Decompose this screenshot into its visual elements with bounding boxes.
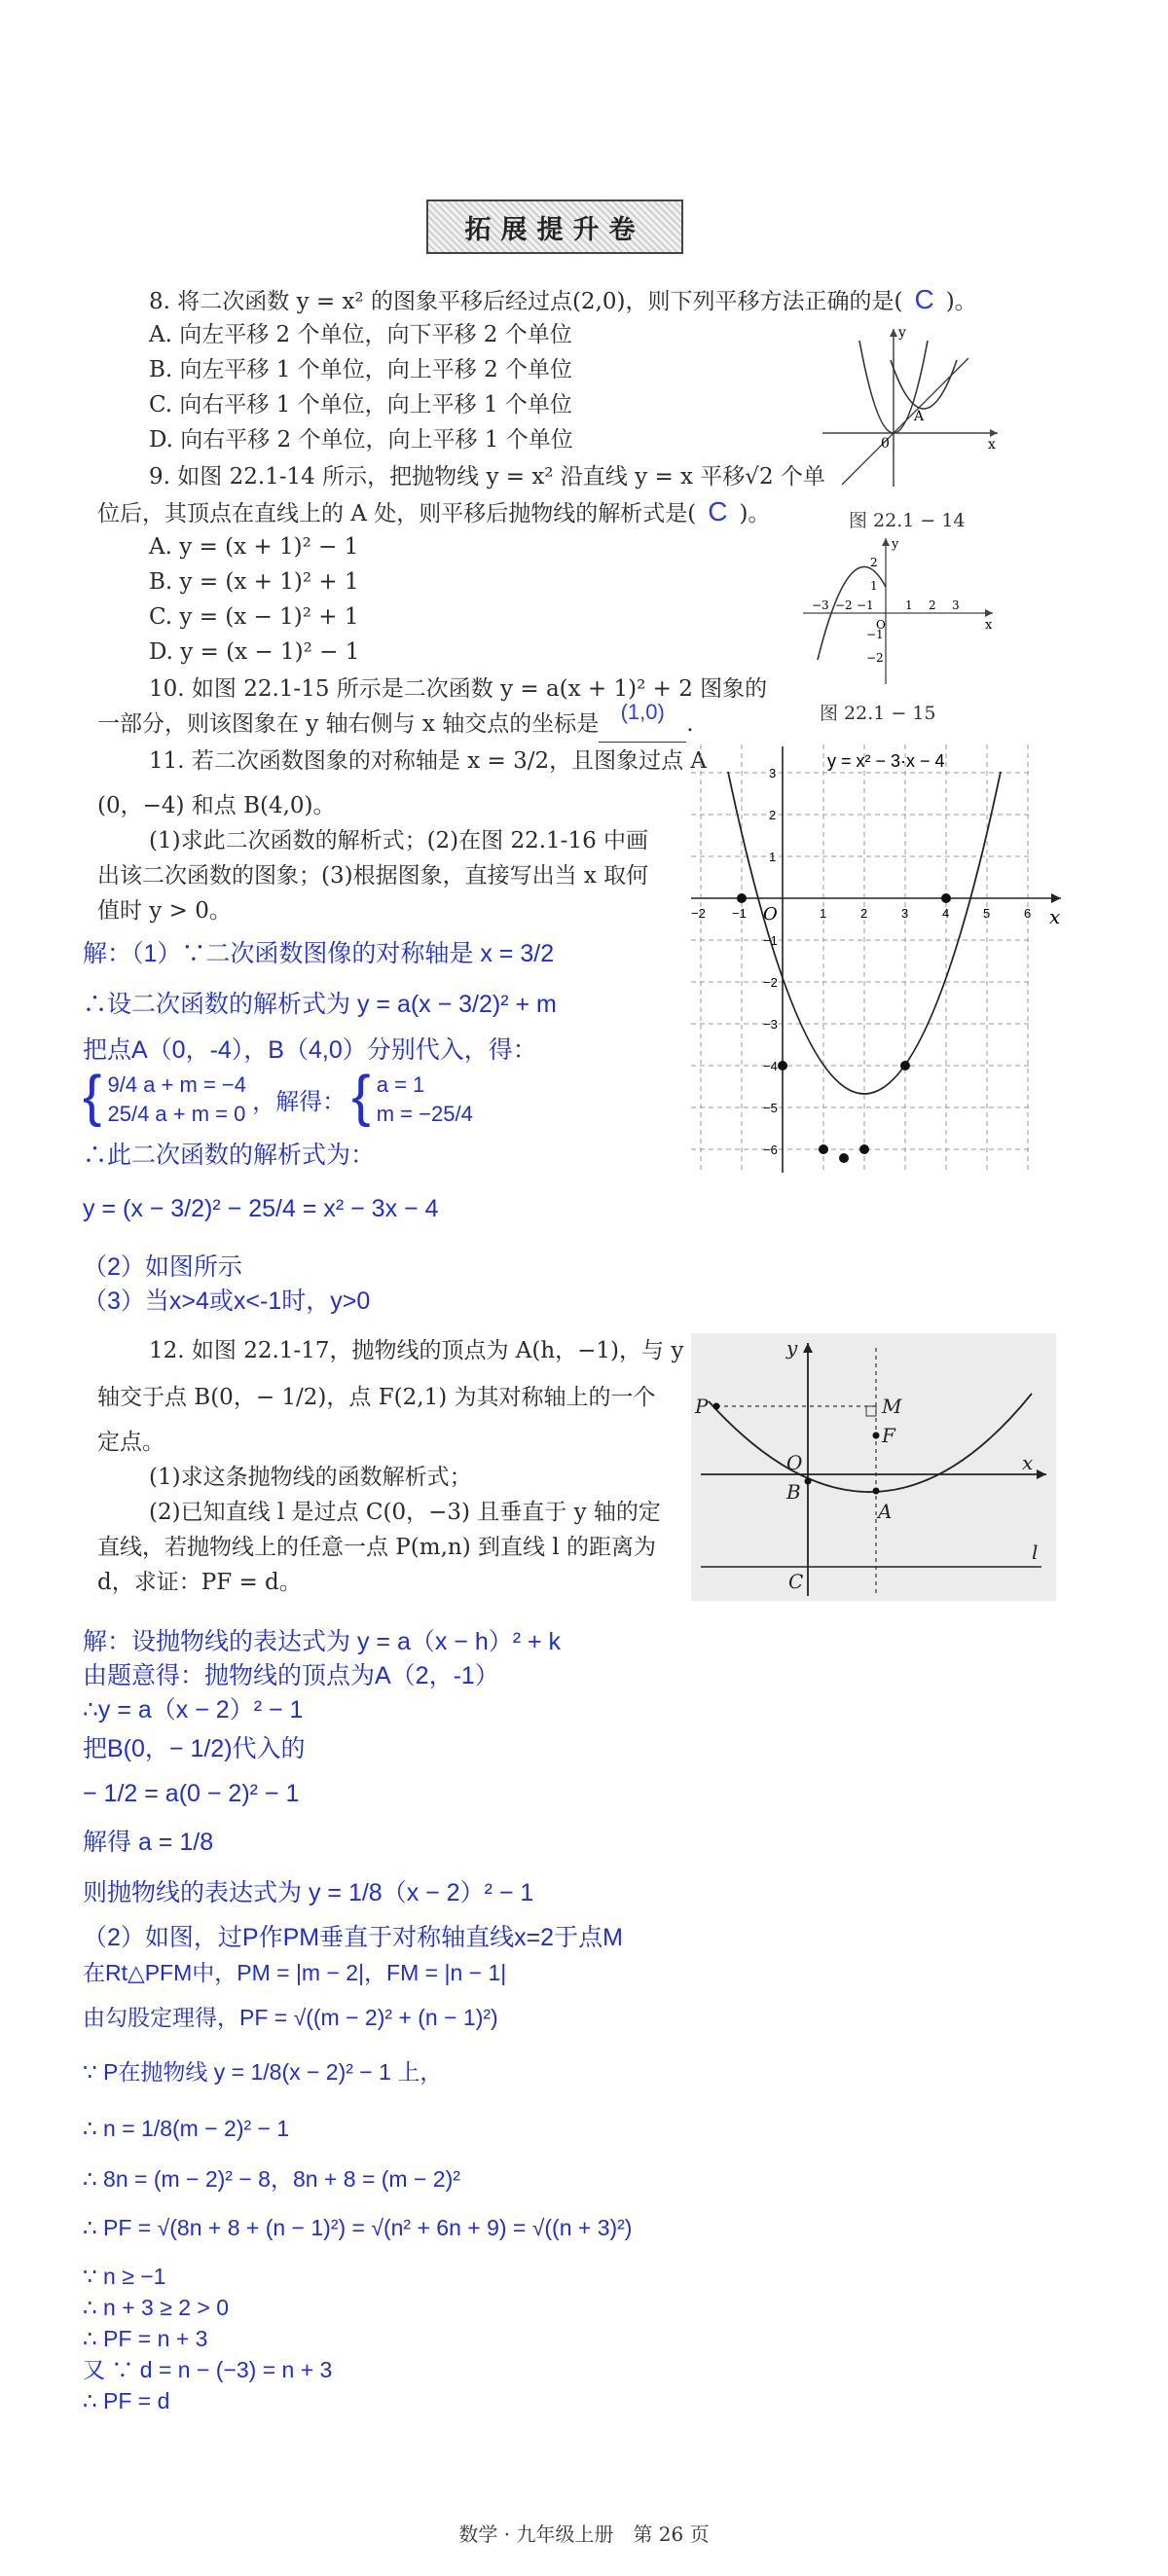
sol12-line: ∴ n + 3 ≥ 2 > 0 — [83, 2295, 230, 2320]
figure-22-1-15 — [798, 533, 1003, 689]
sol12-line: ∴ PF = n + 3 — [83, 2326, 208, 2351]
q8-option-d: D. 向右平移 2 个单位，向上平移 1 个单位 — [149, 427, 573, 453]
q11-line4: 出该二次函数的图象；(3)根据图象，直接写出当 x 取何 — [97, 863, 649, 889]
fig17-a-label: A — [878, 1500, 893, 1523]
q10-line2-text: 一部分，则该图象在 y 轴右侧与 x 轴交点的坐标是 — [97, 711, 600, 737]
q12-line3: 定点。 — [97, 1430, 164, 1455]
sol11-solve-text: ，解得： — [252, 1089, 347, 1115]
sol12-line: ∴ PF = d — [83, 2388, 170, 2413]
q10-line2: 一部分，则该图象在 y 轴右侧与 x 轴交点的坐标是 (1,0) . — [97, 707, 694, 743]
q9-option-c: C. y = (x − 1)² + 1 — [149, 604, 359, 630]
q9-option-a: A. y = (x + 1)² − 1 — [149, 534, 359, 560]
fig14-caption: 图 22.1 − 14 — [849, 510, 966, 531]
fig17-c-label: C — [788, 1570, 804, 1593]
sol11-line5: ∴此二次函数的解析式为： — [83, 1142, 376, 1169]
fig14-x-label: x — [988, 437, 996, 453]
sol11-eq1: 9/4 a + m = −4 — [107, 1072, 246, 1097]
brace-icon: { — [351, 1065, 371, 1128]
q12-line4: (1)求这条抛物线的函数解析式； — [149, 1465, 472, 1490]
graph16-x-tick: 4 — [942, 906, 950, 921]
q9-line2-text: 位后，其顶点在直线上的 A 处，则平移后抛物线的解析式是( — [97, 501, 697, 526]
graph16-x-tick: −2 — [691, 906, 706, 921]
figure-22-1-17 — [691, 1333, 1056, 1601]
fig14-a-label: A — [914, 409, 925, 424]
fig14-y-label: y — [898, 325, 906, 341]
sol11-system — [83, 1065, 473, 1129]
q10-answer-blank — [599, 700, 686, 743]
q8-answer: C — [914, 284, 934, 314]
graph16-x-tick: 5 — [983, 906, 991, 921]
fig15-tick: 1 — [905, 599, 913, 612]
graph16-y-tick: −4 — [763, 1059, 778, 1073]
graph16-y-tick: −5 — [763, 1101, 778, 1115]
q10-line1: 10. 如图 22.1-15 所示是二次函数 y = a(x + 1)² + 2 图象的 — [149, 676, 768, 702]
fig15-tick: −1 — [866, 628, 884, 641]
fig17-b-label: B — [786, 1480, 801, 1504]
q11-line2: (0，−4) 和点 B(4,0)。 — [97, 793, 336, 818]
sol12-line: ∴ n = 1/8(m − 2)² − 1 — [83, 2116, 290, 2141]
sol12-line: ∴y = a（x − 2）² − 1 — [83, 1696, 304, 1723]
q12-line6: 直线，若抛物线上的任意一点 P(m,n) 到直线 l 的距离为 — [97, 1535, 656, 1560]
sol12-line: 则抛物线的表达式为 y = 1/8（x − 2）² − 1 — [83, 1879, 534, 1906]
sol11-a-value: a = 1 — [376, 1072, 425, 1097]
fig15-tick: −1 — [857, 599, 874, 612]
q8-stem — [149, 282, 977, 319]
sol11-eq2: 25/4 a + m = 0 — [107, 1102, 246, 1126]
graph16-y-tick: −2 — [763, 975, 778, 990]
sol12-line: 解得 a = 1/8 — [83, 1829, 214, 1856]
sol12-line: 把B(0，− 1/2)代入的 — [83, 1735, 306, 1762]
fig14-origin: 0 — [881, 436, 890, 452]
fig15-tick: −2 — [866, 651, 884, 665]
fig17-l-label: l — [1032, 1541, 1039, 1564]
graph16-y-tick: −3 — [763, 1017, 778, 1032]
sol12-line: ∴ 8n = (m − 2)² − 8，8n + 8 = (m − 2)² — [83, 2166, 460, 2192]
sol12-line: （2）如图，过P作PM垂直于对称轴直线x=2于点M — [83, 1924, 623, 1951]
sol12-line: − 1/2 = a(0 − 2)² − 1 — [83, 1780, 300, 1807]
fig15-origin: O — [876, 618, 886, 632]
graph16-x-tick: 1 — [820, 906, 827, 921]
graph16-x-tick: 6 — [1024, 906, 1032, 921]
graph16-y-tick: −1 — [763, 933, 778, 948]
q9-line1: 9. 如图 22.1-14 所示，把抛物线 y = x² 沿直线 y = x 平移√2 个单 — [149, 464, 825, 490]
q10-answer: (1,0) — [620, 700, 665, 724]
q9-option-d: D. y = (x − 1)² − 1 — [149, 639, 360, 665]
fig15-x-label: x — [985, 618, 993, 633]
q12-line7: d，求证：PF = d。 — [97, 1570, 302, 1595]
graph16-equation: y = x² − 3·x − 4 — [827, 751, 945, 771]
q9-line2 — [97, 494, 770, 531]
fig15-tick: 3 — [952, 599, 960, 612]
graph-22-1-16 — [681, 744, 1071, 1182]
fig15-tick: 2 — [870, 556, 878, 569]
sol11-m-value: m = −25/4 — [376, 1102, 473, 1126]
q12-line1: 12. 如图 22.1-17，抛物线的顶点为 A(h，−1)，与 y — [149, 1338, 684, 1363]
fig17-f-label: F — [882, 1424, 895, 1447]
q8-stem-text: 8. 将二次函数 y = x² 的图象平移后经过点(2,0)，则下列平移方法正确的是( — [149, 289, 903, 314]
sol11-line6: y = (x − 3/2)² − 25/4 = x² − 3x − 4 — [83, 1195, 439, 1222]
fig17-p-label: P — [695, 1395, 709, 1418]
graph16-y-tick: −6 — [763, 1143, 778, 1157]
sol12-line: 解：设抛物线的表达式为 y = a（x − h）² + k — [83, 1628, 562, 1655]
fig15-caption: 图 22.1 − 15 — [820, 703, 936, 724]
sol12-line: ∴ PF = √(8n + 8 + (n − 1)²) = √(n² + 6n + 9) = √((n + 3)²) — [83, 2215, 633, 2240]
sol11-line3: 把点A（0，-4），B（4,0）分别代入，得： — [83, 1036, 537, 1064]
sol12-line: ∵ n ≥ −1 — [83, 2264, 166, 2289]
fig15-tick: 1 — [870, 579, 878, 593]
q12-line2: 轴交于点 B(0，− 1/2)，点 F(2,1) 为其对称轴上的一个 — [97, 1385, 656, 1410]
graph16-x-tick: 2 — [860, 906, 868, 921]
fig17-o-label: O — [786, 1451, 803, 1474]
section-banner: 拓展提升卷 — [426, 200, 683, 254]
q9-close: )。 — [739, 501, 771, 526]
sol12-line: 由题意得：抛物线的顶点为A（2，-1） — [83, 1662, 499, 1689]
page-footer: 数学 · 九年级上册 第 26 页 — [458, 2522, 710, 2546]
fig15-tick: −2 — [835, 599, 853, 612]
graph16-x-tick: −1 — [732, 906, 747, 921]
fig17-y-label: y — [786, 1336, 798, 1360]
q11-line1: 11. 若二次函数图象的对称轴是 x = 3/2，且图象过点 A — [149, 748, 708, 774]
sol12-line: ∵ P在抛物线 y = 1/8(x − 2)² − 1 上， — [83, 2059, 443, 2085]
q8-option-a: A. 向左平移 2 个单位，向下平移 2 个单位 — [149, 322, 572, 347]
graph16-y-tick: 1 — [769, 850, 777, 864]
sol12-line: 又 ∵ d = n − (−3) = n + 3 — [83, 2357, 333, 2382]
q9-answer: C — [708, 496, 728, 526]
fig15-tick: −3 — [812, 599, 829, 612]
graph16-x-label: x — [1049, 905, 1061, 928]
sol11-line2: ∴设二次函数的解析式为 y = a(x − 3/2)² + m — [83, 991, 557, 1018]
sol11-line7: （2）如图所示 — [83, 1253, 242, 1281]
q8-option-b: B. 向左平移 1 个单位，向上平移 2 个单位 — [149, 357, 573, 382]
q11-line5: 值时 y > 0。 — [97, 898, 232, 924]
fig15-tick: 2 — [929, 599, 936, 612]
q8-close: )。 — [945, 289, 977, 314]
figure-22-1-14 — [813, 321, 1007, 496]
graph16-origin: O — [763, 904, 778, 925]
q11-line3: (1)求此二次函数的解析式；(2)在图 22.1-16 中画 — [149, 828, 649, 853]
q9-option-b: B. y = (x + 1)² + 1 — [149, 569, 359, 595]
sol12-line: 由勾股定理得，PF = √((m − 2)² + (n − 1)²) — [83, 2005, 498, 2030]
fig17-x-label: x — [1022, 1451, 1034, 1474]
graph16-y-tick: 3 — [769, 766, 777, 780]
fig17-m-label: M — [882, 1395, 902, 1418]
brace-icon: { — [83, 1065, 102, 1128]
sol12-line: 在Rt△PFM中，PM = |m − 2|，FM = |n − 1| — [83, 1960, 507, 1985]
graph16-y-tick: 2 — [769, 808, 777, 822]
sol11-line8: （3）当x>4或x<-1时，y>0 — [83, 1288, 371, 1315]
sol11-line1: 解：（1）∵二次函数图像的对称轴是 x = 3/2 — [83, 940, 555, 967]
q8-option-c: C. 向右平移 1 个单位，向上平移 1 个单位 — [149, 392, 572, 417]
fig15-y-label: y — [892, 537, 899, 552]
graph16-x-tick: 3 — [901, 906, 909, 921]
q12-line5: (2)已知直线 l 是过点 C(0，−3) 且垂直于 y 轴的定 — [149, 1500, 661, 1525]
